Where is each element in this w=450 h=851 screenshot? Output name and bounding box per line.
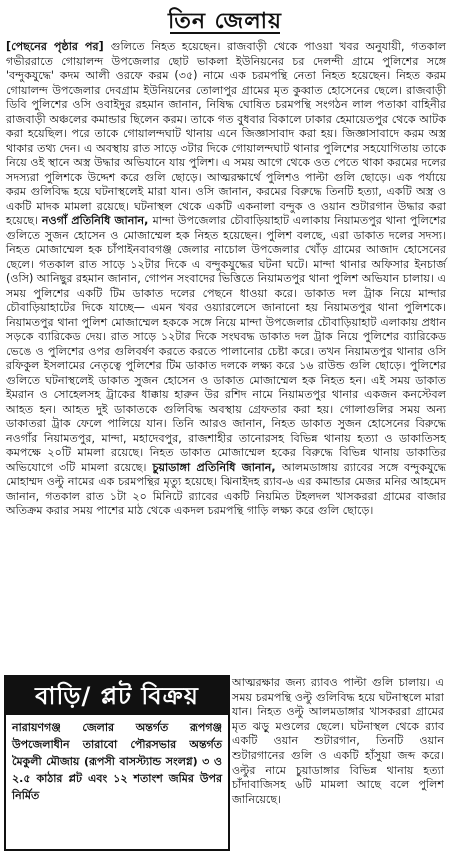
paragraph-chuadanga: আলমডাঙ্গায় র‍্যাবের সঙ্গে বন্দুকযুদ্ধে মোহাম্মদ ওল্টু নামের এক চরমপন্থির মৃত্যু হয়েছে। ঝিনাইদহ র‍্যাব-৬ এর কমান্ডার মেজর মনির আহমেদ জানান, গতকাল রাত ১টা ২০ মিনিটে র‍্যাবের একটি নিয়মিত টহলদল খাসকররা গ্রামের বাজার অতিক্রম করার সময় পাশের মাঠ থেকে একদল চরমপন্থি গাড়ি লক্ষ্য করে গুলি ছোড়ে।: [6, 460, 446, 517]
page-headline: তিন জেলায়: [168, 9, 282, 34]
property-sale-ad: [4, 675, 230, 851]
headline-underline: [170, 32, 280, 34]
article-body: [6, 40, 446, 519]
paragraph-rajbari: গুলিতে নিহত হয়েছেন। রাজবাড়ী থেকে পাওয়া খবর অনুযায়ী, গতকাল গভীররাতে গোয়ালন্দ উপজেলার ছোট ভাকলা ইউনিয়নের চর দেলন্দী গ্রামে পুলিশের সঙ্গে 'বন্দুকযুদ্ধে' কদম আলী ওরফে করম (৩৫) নামে এক চরমপন্থি নেতা নিহত হয়েছেন। নিহত করম গোয়ালন্দ উপজেলার দেবগ্রাম ইউনিয়নের তোলাপুর গ্রামের মৃত কুব্বাত হোসেনের ছেলে। রাজবাড়ী ডিবি পুলিশের ওসি ওবাইদুর রহমান জানান, নিষিদ্ধ ঘোষিত চরমপন্থি সংগঠন লাল পতাকা বাহিনীর রাজবাড়ী অঞ্চলের কমান্ডার ছিলেন করম। তাকে গত বুধবার বিকালে ঢাকার হেমায়েতপুর থেকে আটক করা হয়েছিল। পরে তাকে গোয়ালন্দঘাট থানায় এনে জিজ্ঞাসাবাদ করা হয়। জিজ্ঞাসাবাদে করম অস্ত্র থাকার তথ্য দেন। এ অবস্থায় রাত সাড়ে ৩টার দিকে গোয়ালন্দঘাট থানার পুলিশের সহযোগিতায় তাকে নিয়ে ওই স্থানে অস্ত্র উদ্ধার অভিযানে যায় পুলিশ। এ সময় আগে থেকে ওত পেতে থাকা করমের দলের সদস্যরা পুলিশকে উদ্দেশ করে গুলি ছোড়ে। আত্মরক্ষার্থে পুলিশও পাল্টা গুলি ছোড়ে। এক পর্যায়ে করম গুলিবিদ্ধ হয়ে ঘটনাস্থলেই মারা যান। ওসি জানান, করমের বিরুদ্ধে তিনটি হত্যা, একটি অস্ত্র ও একটি মাদক মামলা রয়েছে। ঘটনাস্থল থেকে একটি একনালা বন্দুক ও ওয়ান শুটারগান উদ্ধার করা হয়েছে।: [6, 40, 446, 227]
byline-chuadanga: চুয়াডাঙ্গা প্রতিনিধি জানান,: [152, 460, 282, 474]
ad-title: বাড়ি/ প্লট বিক্রয়: [6, 677, 228, 715]
continued-tag: [পেছনের পৃষ্ঠার পর]: [6, 40, 111, 53]
paragraph-naogaon: মান্দা উপজেলার চৌবাড়িয়াহাট এলাকায় নিয়ামতপুর থানা পুলিশের গুলিতে সুজন হোসেন ও মোজাম্মেল হক নিহত হয়েছেন। পুলিশ বলছে, এরা ডাকাত দলের সদস্য। নিহত মোজাম্মেল হক চাঁপাইনবাবগঞ্জ জেলার নাচোল উপজেলার খোঁড় গ্রামের আজাদ হোসেনের ছেলে। গতকাল রাত সাড়ে ১২টার দিকে এ বন্দুকযুদ্ধের ঘটনা ঘটে। মান্দা থানার অফিসার ইনচার্জ (ওসি) আনিছুর রহমান জানান, গোপন সংবাদের ভিত্তিতে নিয়ামতপুর থানা পুলিশ অভিযান চালায়। এ সময় পুলিশের একটি টিম ডাকাত দলের পেছনে ধাওয়া করে। ডাকাত দল ট্রাক নিয়ে মান্দার চৌবাড়িয়াহাটের দিকে যাচ্ছে— এমন খবর ওয়্যারলেসে জানানো হয় নিয়ামতপুর থানা পুলিশকে। নিয়ামতপুর থানা পুলিশ মোজাম্মেল হককে সঙ্গে নিয়ে মান্দা উপজেলার চৌবাড়িয়াহাট এলাকায় প্রধান সড়কে ব্যারিকেড দেয়। রাত সাড়ে ১২টার দিকে সংঘবদ্ধ ডাকাত দল ট্রাক নিয়ে পুলিশের ব্যারিকেড ভেঙে ও পুলিশের ওপর গুলিবর্ষণ করতে করতে পালানোর চেষ্টা করে। তখন নিয়ামতপুর থানার ওসি রফিকুল ইসলামের নেতৃত্বে পুলিশের টিম ডাকাত দলকে লক্ষ্য করে ১৬ রাউন্ড গুলি ছোড়ে। পুলিশের গুলিতে ঘটনাস্থলেই ডাকাত সুজন হোসেন ও ডাকাত মোজাম্মেল হক নিহত হন। এই সময় ডাকাত ইমরান ও সোহেলসহ ট্রাকের ধাক্কায় হারুন উর রশিদ নামে নিয়ামতপুর থানার একজন কনস্টেবল আহত হন। আহত দুই ডাকাতকে গুলিবিদ্ধ অবস্থায় গ্রেফতার করা হয়। গোলাগুলির সময় অন্য ডাকাতরা ট্রাক ফেলে পালিয়ে যান। তিনি আরও জানান, নিহত ডাকাত সুজন হোসেনের বিরুদ্ধে নওগাঁর নিয়ামতপুর, মান্দা, মহাদেবপুর, রাজশাহীর তানোরসহ বিভিন্ন থানায় হত্যা ও ডাকাতিসহ কমপক্ষে ২০টি মামলা রয়েছে। নিহত ডাকাত মোজাম্মেল হকের বিরুদ্ধে বিভিন্ন থানায় ডাকাতির অভিযোগে ৩টি মামলা রয়েছে।: [6, 214, 446, 474]
ad-body: নারায়ণগঞ্জ জেলার অন্তর্গত রূপগঞ্জ উপজেলাধীন তারাবো পৌরসভার অন্তর্গত মৈকুলী মৌজায় (রূপসী বাসস্ট্যান্ড সংলগ্ন) ৩ ও ২.৫ কাঠার প্লট এবং ১২ শতাংশ জমির উপর নির্মিত: [12, 721, 222, 802]
headline-area: [0, 0, 450, 36]
byline-naogaon: নওগাঁ প্রতিনিধি জানান,: [41, 214, 153, 227]
paragraph-chuadanga-continued: আত্মরক্ষার জন্য র‍্যাবও পাল্টা গুলি চালায়। এ সময় চরমপন্থি ওল্টু গুলিবিদ্ধ হয়ে ঘটনাস্থলে মারা যান। নিহত ওল্টু আলমডাঙ্গার খাসকররা গ্রামের মৃত ঝড়ু মণ্ডলের ছেলে। ঘটনাস্থল থেকে র‍্যাব একটি ওয়ান শুটারগান, তিনটি ওয়ান শুটারগানের গুলি ও একটি হাঁসুয়া জব্দ করে। ওল্টুর নামে চুয়াডাঙ্গার বিভিন্ন থানায় হত্যা চাঁদাবাজিসহ ৬টি মামলা আছে বলে পুলিশ জানিয়েছে।: [232, 676, 444, 806]
article-continuation: [232, 676, 444, 807]
article-paragraph: [6, 40, 446, 519]
